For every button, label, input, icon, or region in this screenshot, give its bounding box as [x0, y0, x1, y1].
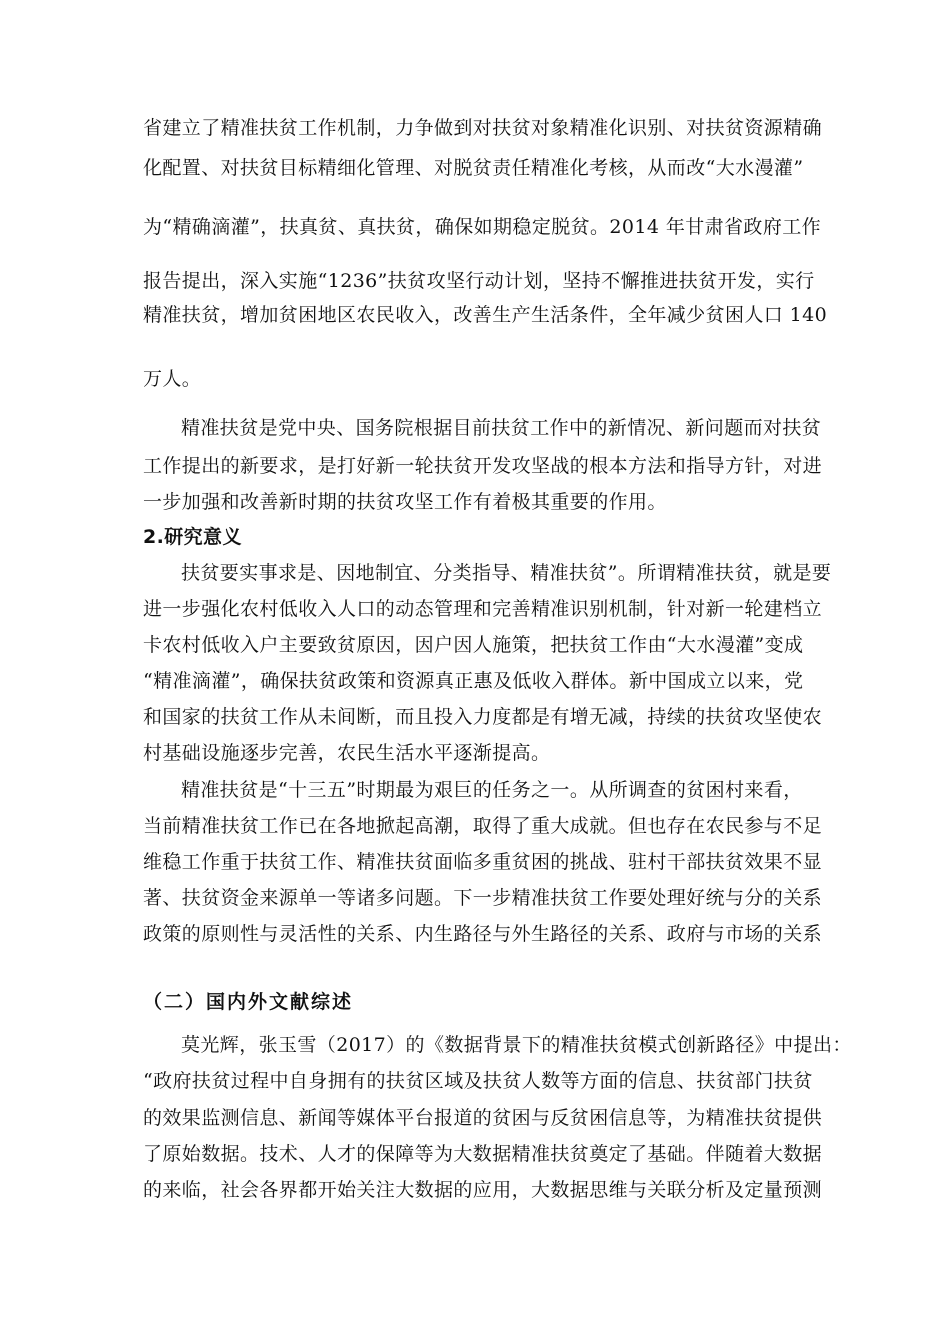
section-heading: 2.研究意义 [143, 526, 242, 548]
paragraph-line: 为“精确滴灌”，扶真贫、真扶贫，确保如期稳定脱贫。2014 年甘肃省政府工作 [143, 216, 822, 238]
paragraph-line: 扶贫要实事求是、因地制宜、分类指导、精准扶贫”。所谓精准扶贫，就是要 [181, 562, 832, 584]
paragraph-line: 著、扶贫资金来源单一等诸多问题。下一步精准扶贫工作要处理好统与分的关系 [143, 887, 823, 909]
paragraph-line: 工作提出的新要求，是打好新一轮扶贫开发攻坚战的根本方法和指导方针，对进 [143, 455, 823, 477]
paragraph-line: “政府扶贫过程中自身拥有的扶贫区域及扶贫人数等方面的信息、扶贫部门扶贫 [143, 1070, 813, 1092]
paragraph-line: 精准扶贫是党中央、国务院根据目前扶贫工作中的新情况、新问题而对扶贫 [181, 417, 822, 439]
paragraph-line: 省建立了精准扶贫工作机制，力争做到对扶贫对象精准化识别、对扶贫资源精确 [143, 117, 823, 139]
paragraph-line: 的来临，社会各界都开始关注大数据的应用，大数据思维与关联分析及定量预测 [143, 1179, 823, 1201]
paragraph-line: 精准扶贫，增加贫困地区农民收入，改善生产生活条件，全年减少贫困人口 140 [143, 304, 828, 326]
paragraph-line: 莫光辉，张玉雪（2017）的《数据背景下的精准扶贫模式创新路径》中提出： [181, 1034, 852, 1056]
paragraph-line: 报告提出，深入实施“1236”扶贫攻坚行动计划，坚持不懈推进扶贫开发，实行 [143, 270, 815, 292]
paragraph-line: 一步加强和改善新时期的扶贫攻坚工作有着极其重要的作用。 [143, 491, 667, 513]
paragraph-line: 村基础设施逐步完善，农民生活水平逐渐提高。 [143, 742, 551, 764]
paragraph-line: 的效果监测信息、新闻等媒体平台报道的贫困与反贫困信息等，为精准扶贫提供 [143, 1107, 823, 1129]
paragraph-line: 了原始数据。技术、人才的保障等为大数据精准扶贫奠定了基础。伴随着大数据 [143, 1143, 823, 1165]
paragraph-line: 政策的原则性与灵活性的关系、内生路径与外生路径的关系、政府与市场的关系 [143, 923, 823, 945]
paragraph-line: 维稳工作重于扶贫工作、精准扶贫面临多重贫困的挑战、驻村干部扶贫效果不显 [143, 851, 823, 873]
paragraph-line: “精准滴灌”，确保扶贫政策和资源真正惠及低收入群体。新中国成立以来，党 [143, 670, 804, 692]
paragraph-line: 万人。 [143, 368, 202, 390]
paragraph-line: 精准扶贫是“十三五”时期最为艰巨的任务之一。从所调查的贫困村来看， [181, 779, 803, 801]
paragraph-line: 进一步强化农村低收入人口的动态管理和完善精准识别机制，针对新一轮建档立 [143, 598, 823, 620]
paragraph-line: 卡农村低收入户主要致贫原因，因户因人施策，把扶贫工作由“大水漫灌”变成 [143, 634, 804, 656]
paragraph-line: 和国家的扶贫工作从未间断，而且投入力度都是有增无减，持续的扶贫攻坚使农 [143, 706, 823, 728]
paragraph-line: 当前精准扶贫工作已在各地掀起高潮，取得了重大成就。但也存在农民参与不足 [143, 815, 823, 837]
paragraph-line: 化配置、对扶贫目标精细化管理、对脱贫责任精准化考核，从而改“大水漫灌” [143, 157, 804, 179]
section-heading: （二）国内外文献综述 [143, 991, 354, 1013]
